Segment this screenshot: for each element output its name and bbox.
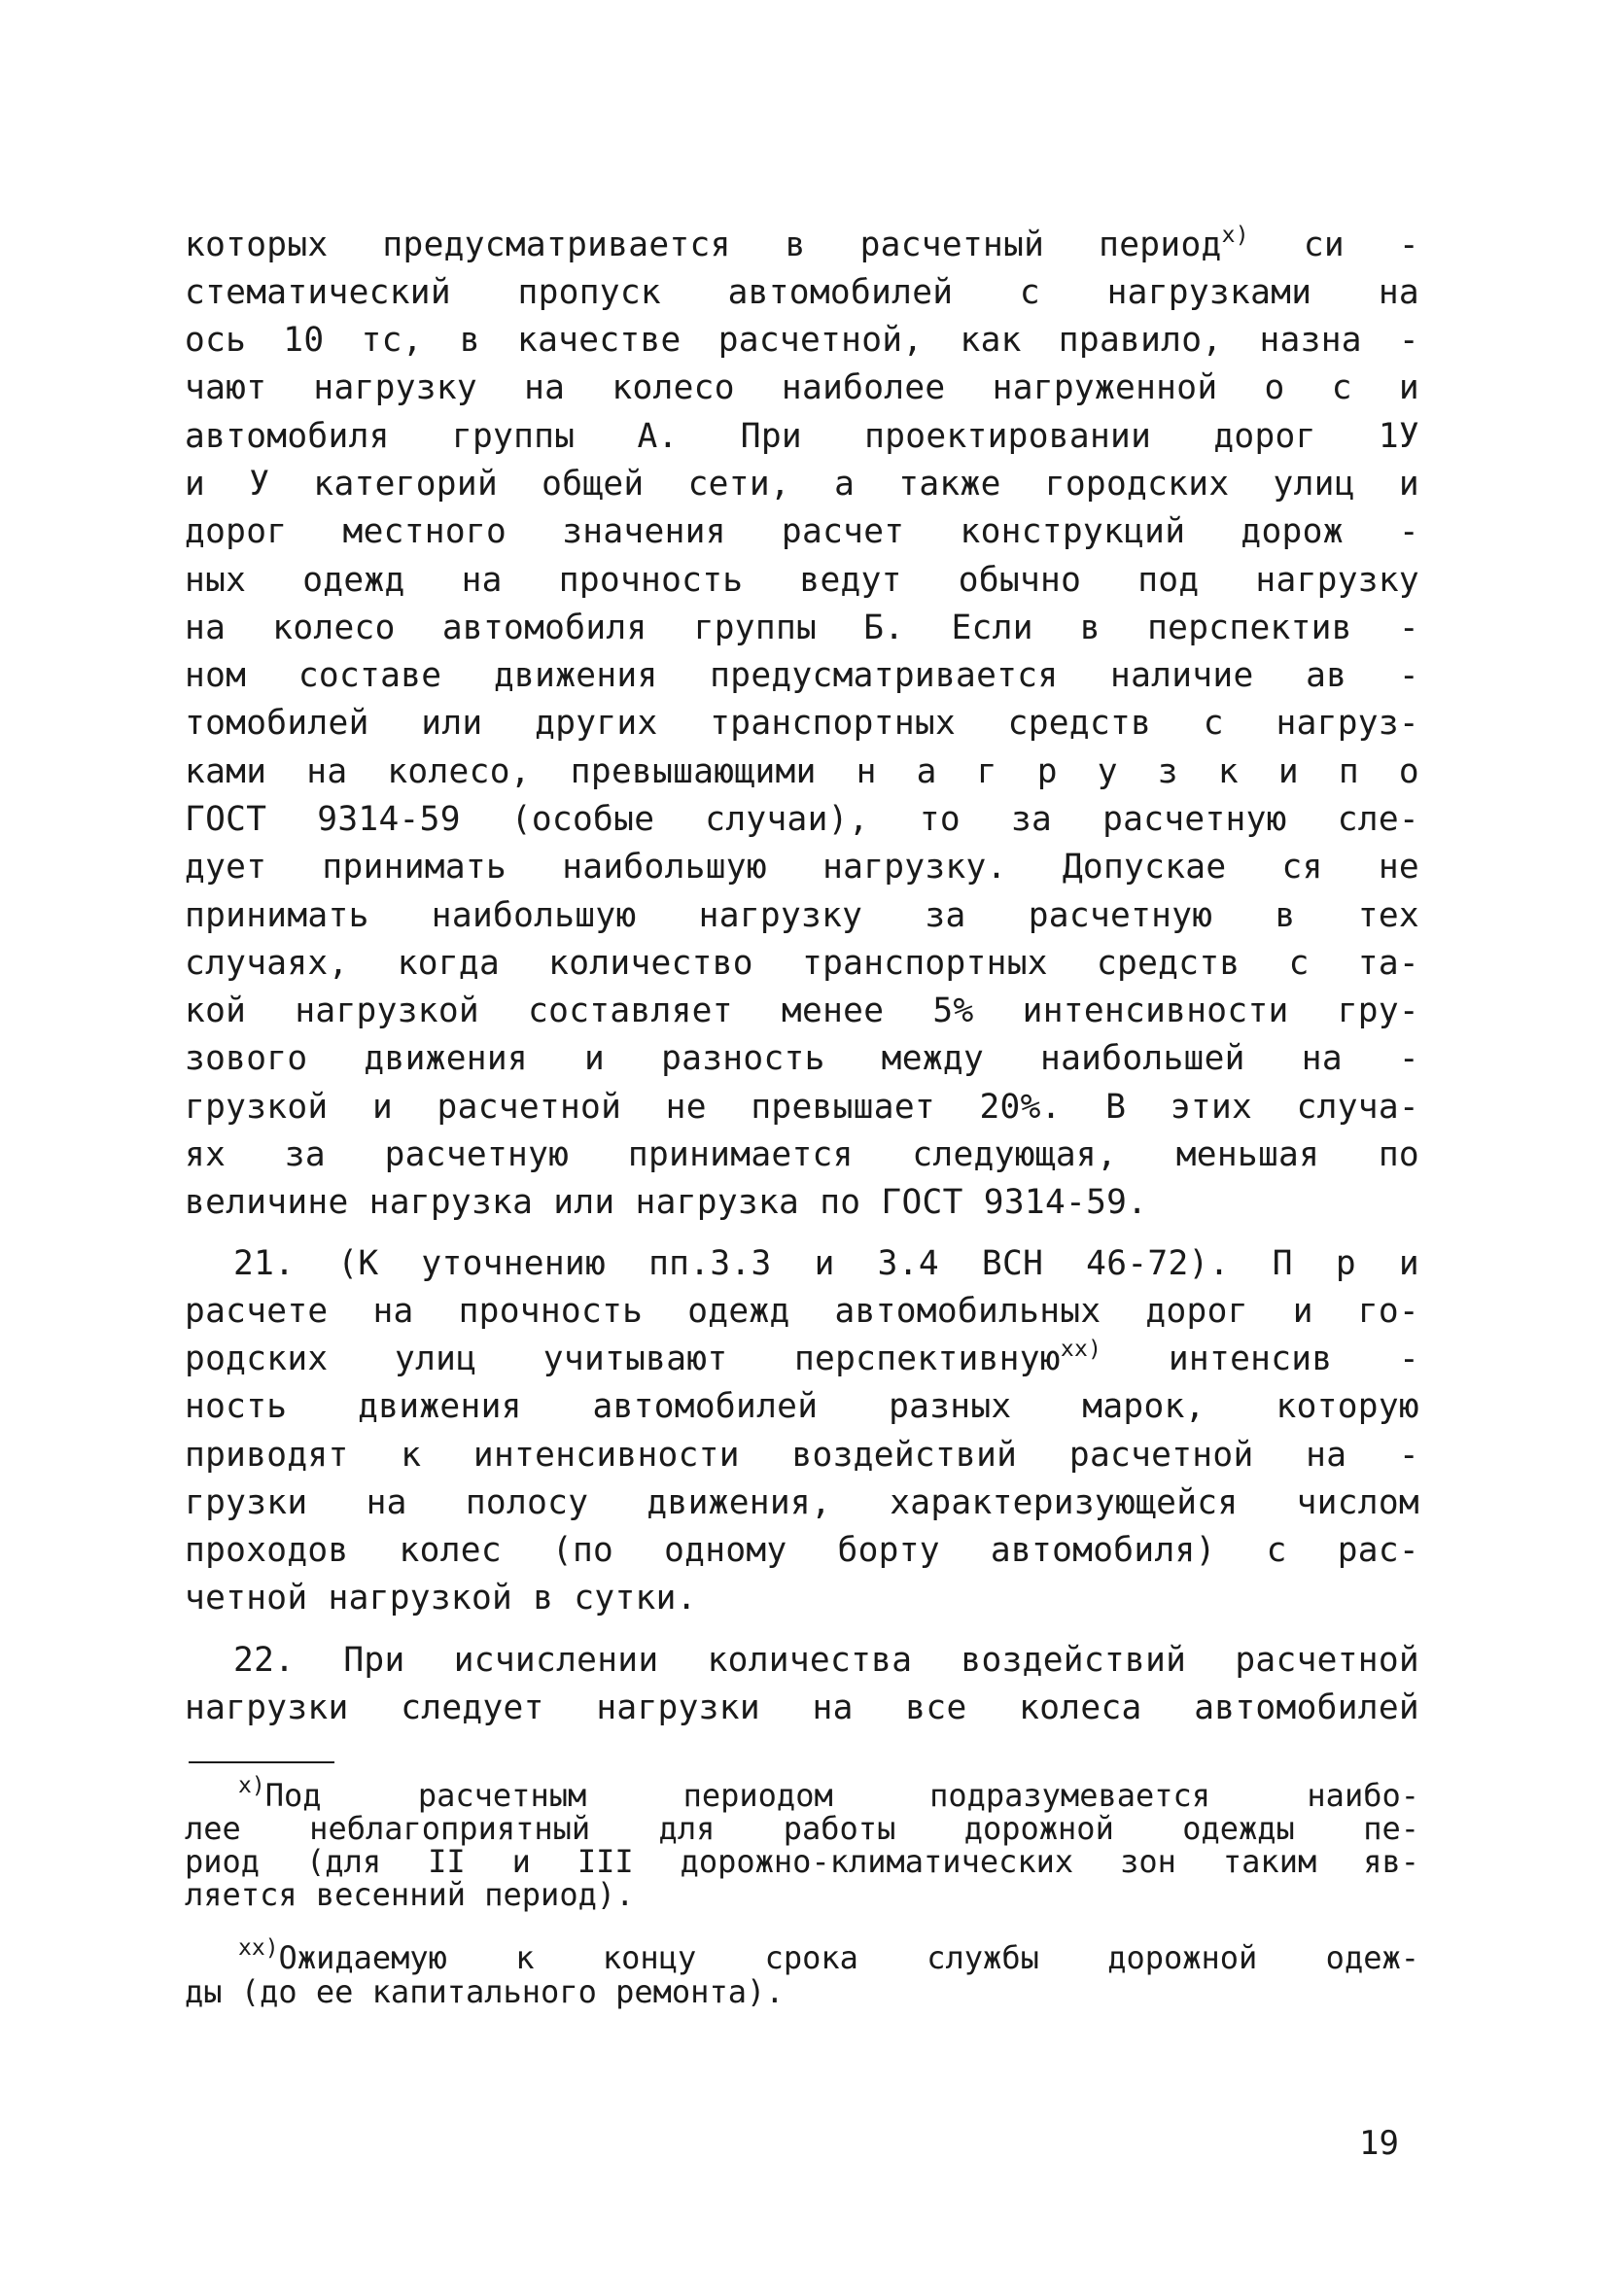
footnote-ref: х) [1221,223,1249,248]
body-line: ных одежд на прочность ведут обычно под нагрузку [185,561,1419,600]
body-line: грузки на полосу движения, характеризующейся числом [185,1483,1419,1522]
body-line: кой нагрузкой составляет менее 5% интенсивности гру- [185,991,1419,1030]
body-line: родских улиц учитывают перспективную$^{хх)}$ интенсив - [185,1337,1420,1378]
body-line: автомобиля группы А. При проектировании дорог 1У [185,417,1419,456]
body-line: ками на колесо, превышающими н а г р у з к и п о [185,752,1419,791]
body-line: и У категорий общей сети, а также городских улиц и [185,465,1419,504]
body-line: которых предусматривается в расчетный период$^{х)}$ си - [185,223,1419,264]
body-line: четной нагрузкой в сутки. [185,1579,697,1618]
footnote-marker: хх) [238,1935,279,1961]
footnote-2-line: ды (до ее капитального ремонта). [185,1973,785,2010]
body-line: ях за расчетную принимается следующая, меньшая по [185,1135,1419,1174]
body-line: стематический пропуск автомобилей с нагрузками на [185,273,1419,312]
body-line: ГОСТ 9314-59 (особые случаи), то за расчетную сле- [185,800,1419,839]
body-line: зового движения и разность между наибольшей на - [185,1039,1419,1078]
footnote-1-line: риод (для II и III дорожно-климатических зон таким яв- [185,1843,1419,1880]
body-line: величине нагрузка или нагрузка по ГОСТ 9314-59. [185,1183,1148,1222]
body-line: томобилей или других транспортных средств с нагруз- [185,704,1419,743]
body-line: приводят к интенсивности воздействий расчетной на - [185,1436,1419,1475]
footnote-marker: х) [238,1773,265,1798]
body-line: ном составе движения предусматривается наличие ав - [185,656,1419,695]
body-line: грузкой и расчетной не превышает 20%. В этих случа- [185,1088,1419,1127]
body-line: дорог местного значения расчет конструкций дорож - [185,512,1419,551]
paragraph-21-start: 21. (К уточнению пп.3.3 и 3.4 ВСН 46-72). П р и [233,1244,1419,1283]
body-line: проходов колес (по одному борту автомобиля) с рас- [185,1531,1419,1570]
page-number: 19 [1359,2124,1399,2163]
footnote-1-line: ляется весенний период). [185,1876,635,1913]
body-line: принимать наибольшую нагрузку за расчетную в тех [185,896,1419,935]
body-line: случаях, когда количество транспортных средств с та- [185,944,1419,983]
body-line: на колесо автомобиля группы Б. Если в перспектив - [185,609,1419,647]
footnote-2-line: $^{хх)}$Ожидаемую к концу срока службы дорожной одеж- [238,1935,1419,1976]
body-line: дует принимать наибольшую нагрузку. Допускае ся не [185,848,1419,887]
paragraph-22-start: 22. При исчислении количества воздействий расчетной [233,1641,1419,1680]
body-line: нагрузки следует нагрузки на все колеса автомобилей [185,1688,1419,1727]
footnote-1-line: лее неблагоприятный для работы дорожной одежды пе- [185,1810,1419,1847]
footnote-ref: хх) [1060,1337,1102,1362]
body-line: ность движения автомобилей разных марок, которую [185,1387,1419,1426]
footnote-1-line: $^{х)}$Под расчетным периодом подразумевается наибо- [238,1773,1419,1814]
body-line: чают нагрузку на колесо наиболее нагруженной о с и [185,368,1419,407]
footnote-divider [189,1761,334,1763]
body-line: ось 10 тс, в качестве расчетной, как правило, назна - [185,321,1419,360]
body-line: расчете на прочность одежд автомобильных дорог и го- [185,1292,1419,1331]
